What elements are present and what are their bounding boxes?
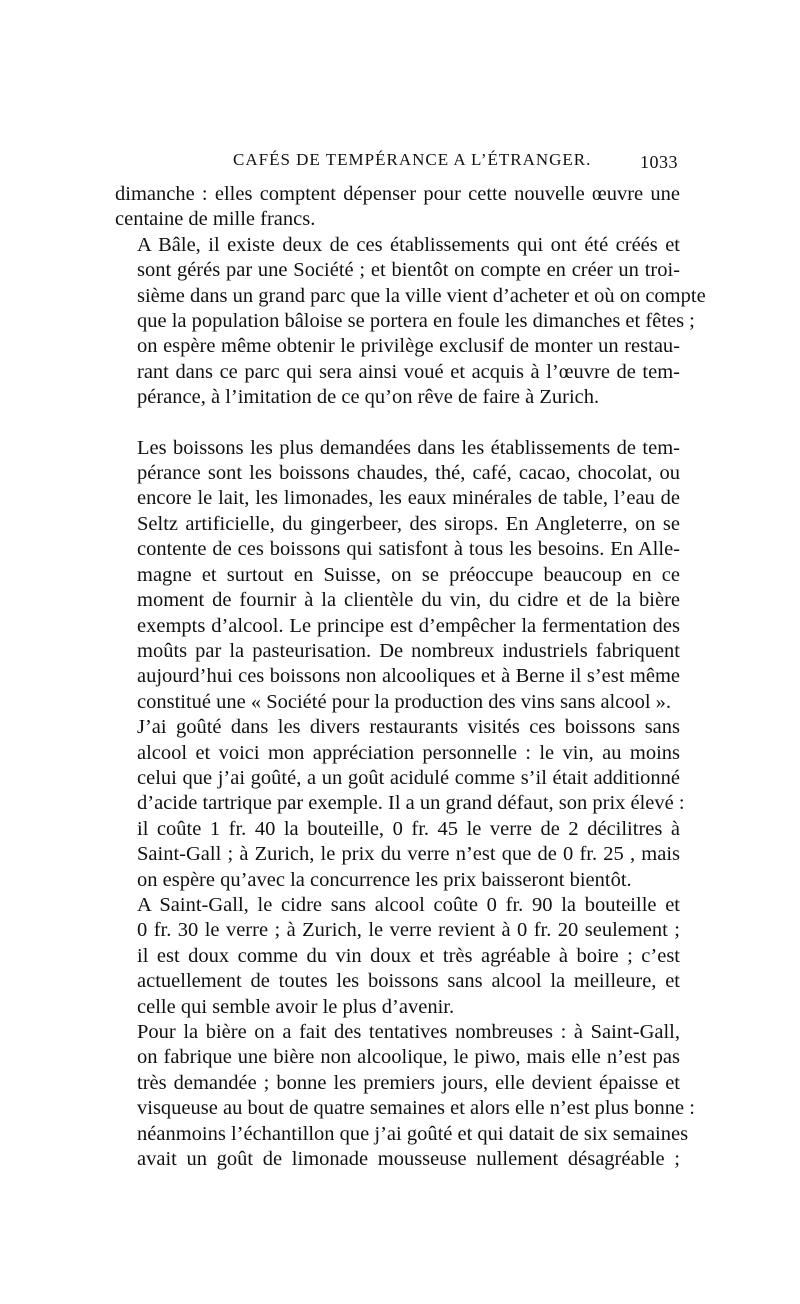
paragraph [115, 893, 680, 1020]
text-line: A Bâle, il existe deux de ces établissements qui ont été créés et [137, 233, 680, 256]
text-line: moment de fournir à la clientèle du vin, du cidre et de la bière [137, 589, 680, 612]
paragraph [115, 233, 706, 411]
text-line: sont gérés par une Société ; et bientôt on compte en créer un troi- [137, 259, 680, 282]
text-line: J’ai goûté dans les divers restaurants visités ces boissons sans [137, 716, 680, 739]
text-line: Seltz artificielle, du gingerbeer, des sirops. En Angleterre, on se [137, 512, 680, 535]
text-line: rant dans ce parc qui sera ainsi voué et acquis à l’œuvre de tem- [137, 360, 680, 383]
running-header [115, 150, 680, 178]
text-line: dimanche : elles comptent dépenser pour cette nouvelle œuvre une [115, 183, 680, 205]
text-line: Saint-Gall ; à Zurich, le prix du verre n’est que de 0 fr. 25 , mais [137, 843, 680, 866]
text-line: centaine de mille francs. [115, 208, 316, 231]
page-number: 1033 [640, 152, 678, 172]
text-line: contente de ces boissons qui satisfont à tous les besoins. En Alle- [137, 538, 680, 561]
paragraph [115, 182, 680, 233]
text-line: néanmoins l’échantillon que j’ai goûté et qui datait de six semaines [137, 1122, 689, 1145]
text-line: encore le lait, les limonades, les eaux minérales de table, l’eau de [137, 487, 680, 510]
book-page [115, 150, 706, 1172]
text-line: A Saint-Gall, le cidre sans alcool coûte 0 fr. 90 la bouteille et [137, 893, 680, 916]
text-line: on espère qu’avec la concurrence les prix baisseront bientôt. [137, 868, 632, 891]
text-line: pérance, à l’imitation de ce qu’on rêve de faire à Zurich. [137, 386, 600, 409]
text-line: il coûte 1 fr. 40 la bouteille, 0 fr. 45 le verre de 2 décilitres à [137, 817, 680, 840]
running-title: CAFÉS DE TEMPÉRANCE A L’ÉTRANGER. [233, 150, 592, 169]
text-line: sième dans un grand parc que la ville vient d’acheter et où on compte [137, 284, 706, 307]
text-line: celle qui semble avoir le plus d’avenir. [137, 995, 455, 1018]
paragraph [115, 1020, 695, 1172]
paragraph [115, 715, 685, 893]
text-line: aujourd’hui ces boissons non alcooliques et à Berne il s’est même [137, 665, 680, 688]
text-line: actuellement de toutes les boissons sans alcool la meilleure, et [137, 970, 680, 993]
text-line: moûts par la pasteurisation. De nombreux industriels fabriquent [137, 639, 680, 662]
text-line: avait un goût de limonade mousseuse nullement désagréable ; [137, 1148, 680, 1171]
text-line: très demandée ; bonne les premiers jours, elle devient épaisse et [137, 1071, 680, 1094]
text-line: visqueuse au bout de quatre semaines et alors elle n’est plus bonne : [137, 1097, 695, 1120]
text-line: il est doux comme du vin doux et très agréable à boire ; c’est [137, 944, 680, 967]
text-line: exempts d’alcool. Le principe est d’empêcher la fermentation des [137, 614, 680, 637]
text-line: on fabrique une bière non alcoolique, le piwo, mais elle n’est pas [137, 1046, 680, 1069]
text-line: Pour la bière on a fait des tentatives nombreuses : à Saint-Gall, [137, 1021, 680, 1043]
text-line: on espère même obtenir le privilège exclusif de monter un restau- [137, 335, 680, 358]
text-line: que la population bâloise se portera en foule les dimanches et fêtes ; [137, 310, 695, 333]
text-line: magne et surtout en Suisse, on se préoccupe beaucoup en ce [137, 563, 680, 586]
text-line: 0 fr. 30 le verre ; à Zurich, le verre revient à 0 fr. 20 seulement ; [137, 919, 680, 942]
paragraph [115, 436, 680, 715]
text-line: constitué une « Société pour la production des vins sans alcool ». [137, 690, 672, 713]
text-line: Les boissons les plus demandées dans les établissements de tem- [137, 436, 680, 459]
text-line: celui que j’ai goûté, a un goût acidulé comme s’il était additionné [137, 766, 680, 789]
text-line: pérance sont les boissons chaudes, thé, café, cacao, chocolat, ou [137, 462, 680, 485]
text-line: d’acide tartrique par exemple. Il a un grand défaut, son prix élevé : [137, 792, 685, 815]
text-line: alcool et voici mon appréciation personnelle : le vin, au moins [137, 741, 680, 764]
